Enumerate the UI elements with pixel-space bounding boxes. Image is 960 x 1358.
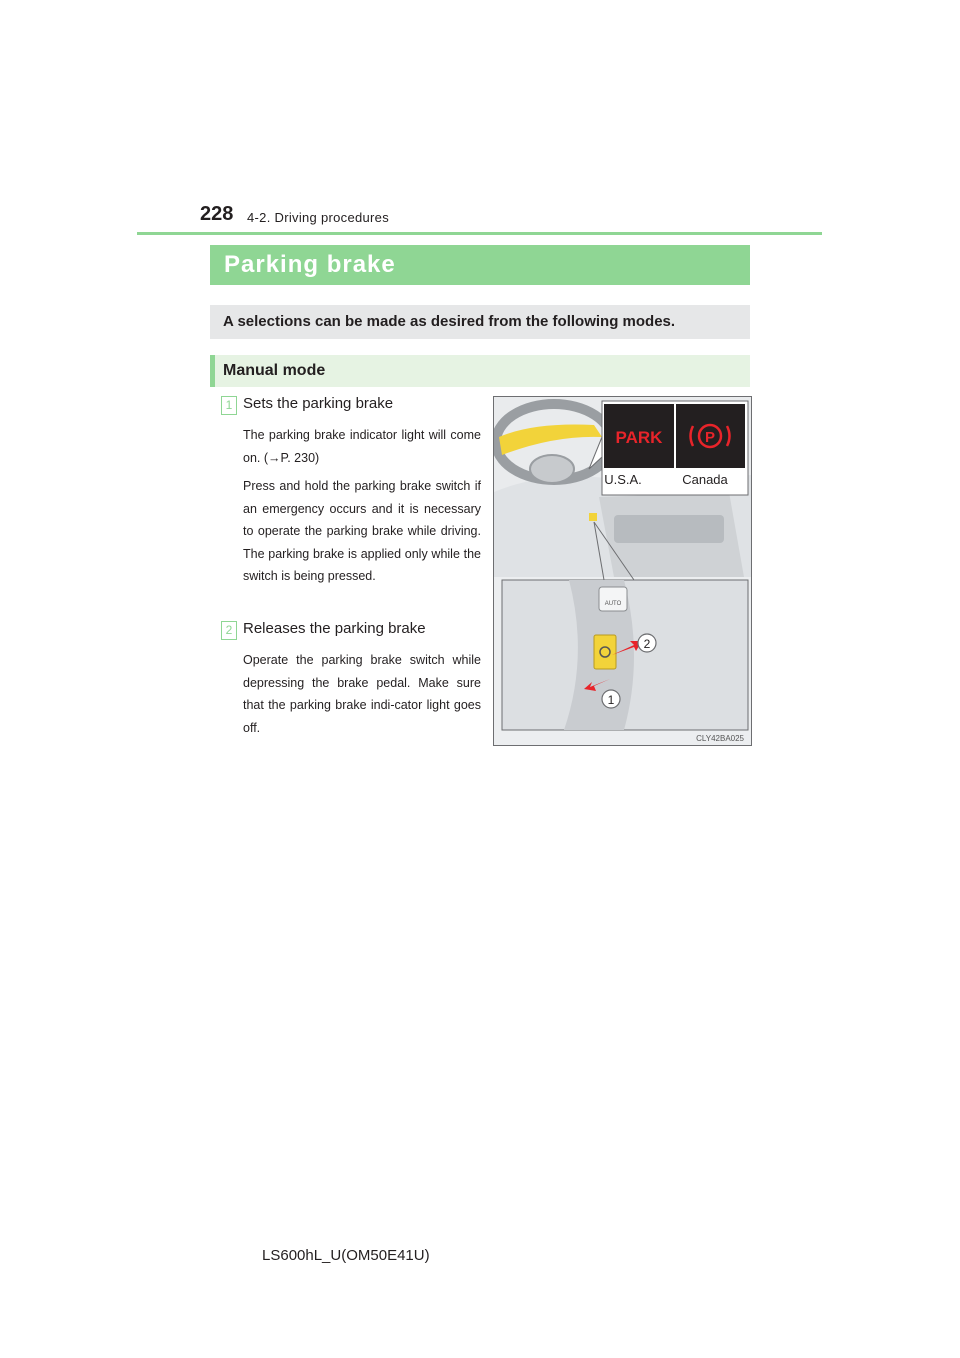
indicator-park-text: PARK — [615, 428, 663, 447]
footer-model-code: LS600hL_U(OM50E41U) — [262, 1247, 430, 1264]
auto-button-label: AUTO — [604, 601, 622, 607]
label-canada: Canada — [682, 472, 728, 487]
subsection-bar — [210, 355, 750, 387]
step-paragraph: The parking brake indicator light will come on. (→P. 230) — [243, 428, 481, 465]
auto-button — [599, 587, 627, 611]
parking-brake-illustration — [493, 396, 752, 746]
svg-text:1: 1 — [607, 693, 615, 707]
illustration-drawing — [494, 397, 751, 745]
step-paragraph: Operate the parking brake switch while depressing the brake pedal. Make sure that the parking brake indi-cator light goes off. — [243, 653, 481, 735]
step-title: Releases the parking brake — [243, 620, 426, 637]
header-rule — [137, 232, 822, 235]
section-title: 4-2. Driving procedures — [247, 210, 390, 225]
intro-bar — [210, 305, 750, 339]
subsection-title: Manual mode — [223, 362, 326, 379]
page-number: 228 — [200, 203, 234, 225]
intro-text: A selections can be made as desired from the following modes. — [223, 313, 676, 330]
parking-brake-switch — [594, 635, 616, 669]
subsection-accent — [210, 355, 215, 387]
indicator-canada-symbol: P — [704, 429, 716, 446]
svg-text:2: 2 — [643, 637, 651, 651]
step-number-badge: 2 — [221, 621, 237, 640]
title-bar — [210, 245, 750, 285]
label-usa: U.S.A. — [604, 472, 642, 487]
step-paragraph: Press and hold the parking brake switch if an emergency occurs and it is necessary to operate the parking brake while driving. The parking brake is applied only while the switch is being pressed. — [243, 479, 481, 583]
switch-highlight-small — [589, 513, 597, 521]
step-title: Sets the parking brake — [243, 395, 394, 412]
center-console — [614, 515, 724, 543]
page-title: Parking brake — [224, 251, 396, 278]
step-number-badge: 1 — [221, 396, 237, 415]
figure-code: CLY42BA025 — [696, 734, 744, 743]
